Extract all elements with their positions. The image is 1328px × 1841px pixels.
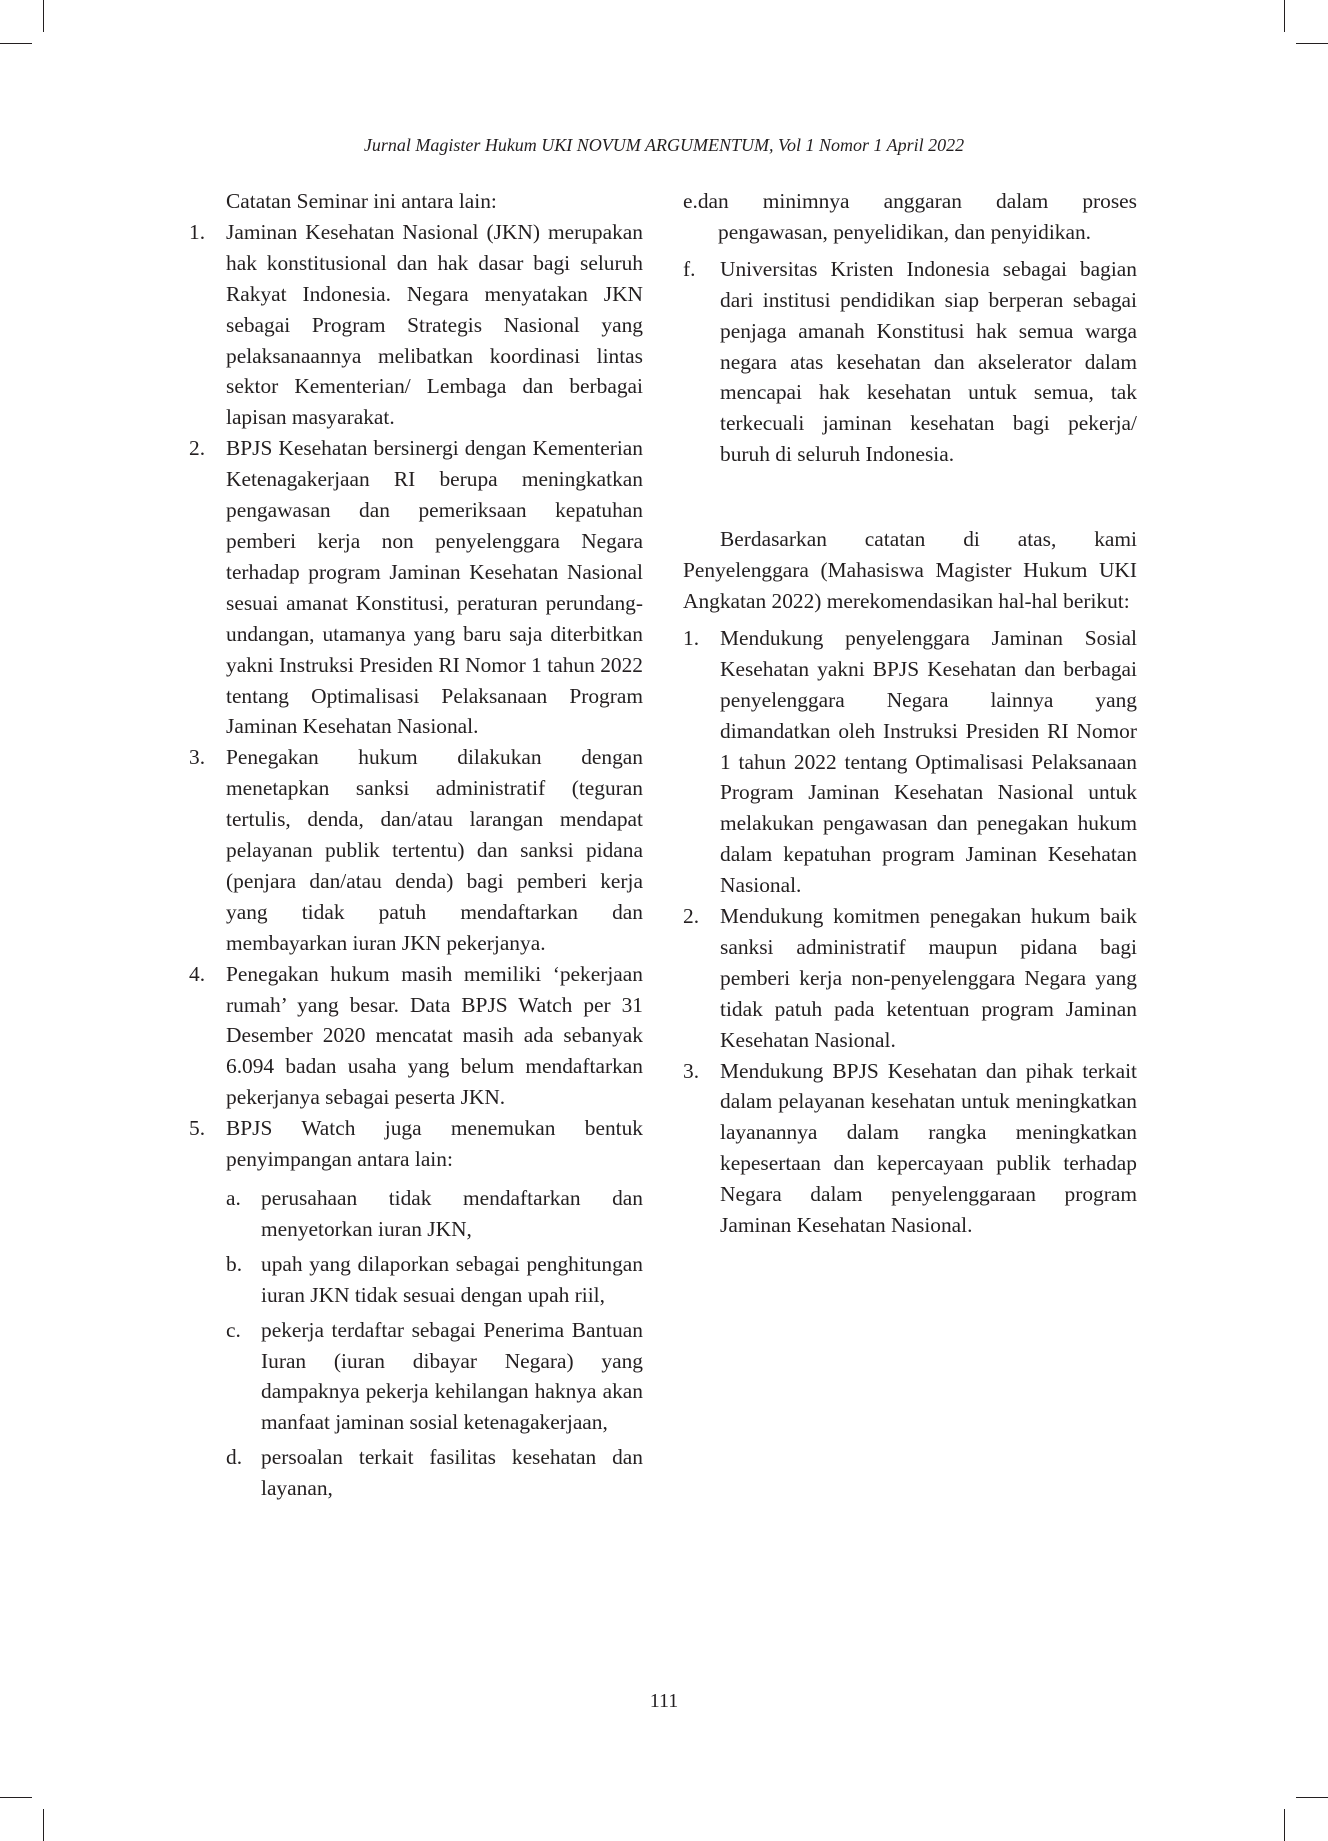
item-number: 1. — [683, 625, 700, 650]
sublist-item — [226, 1249, 643, 1311]
crop-mark — [1296, 43, 1328, 44]
sub-letter: f. — [683, 256, 696, 281]
item-number: 5. — [189, 1116, 206, 1141]
item-text: Penegakan hukum masih memiliki ‘pekerjaan rumah’ yang besar. Data BPJS Watch per 31 Desember 2020 mencatat masih ada sebanyak 6.094 badan usaha yang belum mendaftarkan pekerjanya sebagai peserta JKN. — [226, 961, 643, 1110]
list-item — [189, 217, 643, 433]
running-header: Jurnal Magister Hukum UKI NOVUM ARGUMENTUM, Vol 1 Nomor 1 April 2022 — [363, 135, 965, 155]
item-number: 1. — [189, 219, 206, 244]
item-text: Jaminan Kesehatan Nasional (JKN) merupakan hak konstitusional dan hak dasar bagi seluruh Rakyat Indonesia. Negara menyatakan JKN sebagai Program Strategis Nasional yang pelaksanaannya melibatkan koordinasi lintas sektor Kementerian/ Lembaga dan berbagai lapisan masyarakat. — [226, 219, 643, 430]
sub-text: pekerja terdaftar sebagai Penerima Bantuan Iuran (iuran dibayar Negara) yang dampaknya pekerja kehilangan haknya akan manfaat jaminan sosial ketenagakerjaan, — [261, 1317, 643, 1435]
page-number: 111 — [649, 1690, 679, 1712]
sub-letter: a. — [226, 1186, 241, 1210]
list-item — [683, 901, 1137, 1056]
crop-mark — [43, 0, 44, 32]
item-number: 2. — [189, 436, 206, 461]
crop-mark — [1296, 1797, 1328, 1798]
item-text: Mendukung komitmen penegakan hukum baik sanksi administratif maupun pidana bagi pemberi kerja non-penyelenggara Negara yang tidak patuh pada ketentuan program Jaminan Kesehatan Nasional. — [720, 904, 1137, 1052]
sublist-item — [226, 1315, 643, 1439]
item-text: BPJS Kesehatan bersinergi dengan Kementerian Ketenagakerjaan RI berupa meningkatkan pengawasan dan pemeriksaan kepatuhan pemberi kerja non penyelenggara Negara terhadap program Jaminan Kesehatan Nasional sesuai amanat Konstitusi, peraturan perundang-undangan, utamanya yang baru saja diterbitkan yakni Instruksi Presiden RI Nomor 1 tahun 2022 tentang Optimalisasi Pelaksanaan Program Jaminan Kesehatan Nasional. — [226, 436, 643, 739]
item-text: Penegakan hukum dilakukan dengan menetapkan sanksi administratif (teguran tertulis, denda, dan/atau larangan mendapat pelayanan publik tertentu) dan sanksi pidana (penjara dan/atau denda) bagi pemberi kerja yang tidak patuh mendaftarkan dan membayarkan iuran JKN pekerjanya. — [226, 745, 643, 955]
deviation-sublist — [226, 1183, 643, 1504]
item-number: 3. — [189, 745, 206, 770]
item-number: 2. — [683, 904, 700, 929]
sub-text: persoalan terkait fasilitas kesehatan dan layanan, — [261, 1445, 643, 1501]
sublist-item-e: e.dan minimnya anggaran dalam proses pengawasan, penyelidikan, dan penyidikan. — [683, 189, 1137, 244]
item-text: Mendukung BPJS Kesehatan dan pihak terkait dalam pelayanan kesehatan untuk meningkatkan layanannya dalam rangka meningkatkan kepesertaan dan kepercayaan publik terhadap Negara dalam penyelenggaraan program Jaminan Kesehatan Nasional. — [720, 1058, 1137, 1238]
crop-mark — [0, 43, 32, 44]
right-column — [683, 186, 1137, 1241]
sub-text: perusahaan tidak mendaftarkan dan menyetorkan iuran JKN, — [261, 1186, 643, 1241]
sub-text: Universitas Kristen Indonesia sebagai bagian dari institusi pendidikan siap berperan sebagai penjaga amanah Konstitusi hak semua warga negara atas kesehatan dan akselerator dalam mencapai hak kesehatan untuk semua, tak terkecuali jaminan kesehatan bagi pekerja/ buruh di seluruh Indonesia. — [720, 256, 1137, 467]
sub-letter: b. — [226, 1251, 243, 1276]
crop-mark — [1284, 1809, 1285, 1841]
list-item — [683, 1056, 1137, 1241]
sub-text: upah yang dilaporkan sebagai penghitungan iuran JKN tidak sesuai dengan upah riil, — [261, 1251, 643, 1307]
spacer — [683, 470, 1137, 524]
item-text: Mendukung penyelenggara Jaminan Sosial Kesehatan yakni BPJS Kesehatan dan berbagai penyelenggara Negara lainnya yang dimandatkan oleh Instruksi Presiden RI Nomor 1 tahun 2022 tentang Optimalisasi Pelaksanaan Program Jaminan Kesehatan Nasional untuk melakukan pengawasan dan penegakan hukum dalam kepatuhan program Jaminan Kesehatan Nasional. — [720, 625, 1137, 898]
list-item — [189, 1113, 643, 1504]
item-number: 4. — [189, 961, 206, 986]
recommendation-intro: Berdasarkan catatan di atas, kami Penyelenggara (Mahasiswa Magister Hukum UKI Angkatan 2022) merekomendasikan hal-hal berikut: — [683, 527, 1137, 613]
crop-mark — [43, 1809, 44, 1841]
list-item — [189, 433, 643, 742]
recommendations-list — [683, 623, 1137, 1241]
sublist-item-f — [683, 254, 1137, 470]
list-item — [683, 623, 1137, 901]
left-column — [189, 186, 643, 1508]
sublist-item — [226, 1442, 643, 1504]
crop-mark — [1284, 0, 1285, 32]
intro-text: Catatan Seminar ini antara lain: — [226, 189, 497, 213]
seminar-notes-list — [189, 217, 643, 1504]
sub-letter: c. — [226, 1317, 241, 1342]
crop-mark — [0, 1797, 32, 1798]
item-number: 3. — [683, 1058, 700, 1083]
list-item — [189, 742, 643, 958]
sublist-item — [226, 1183, 643, 1245]
sublist-continued — [683, 254, 1137, 470]
list-item — [189, 959, 643, 1114]
sub-letter: d. — [226, 1445, 243, 1470]
item-text: BPJS Watch juga menemukan bentuk penyimpangan antara lain: — [226, 1116, 643, 1172]
